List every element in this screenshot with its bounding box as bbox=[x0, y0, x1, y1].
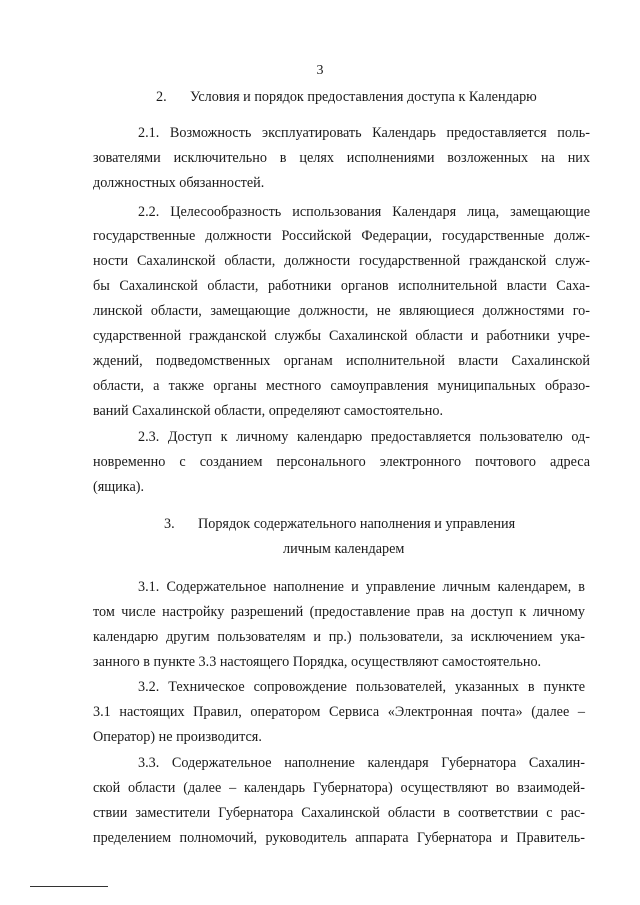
paragraph-3-1-line-3: календарю другим пользователям и пр.) пользователи, за исключением ука- bbox=[93, 629, 585, 645]
paragraph-2-3-line-3: (ящика). bbox=[93, 479, 145, 495]
paragraph-3-3-line-2: ской области (далее – календарь Губернатора) осуществляют во взаимодей- bbox=[93, 780, 585, 796]
section-3-heading-line-1: Порядок содержательного наполнения и управления bbox=[198, 516, 516, 532]
section-3-heading-line-2: личным календарем bbox=[283, 541, 405, 557]
paragraph-2-1-line-3: должностных обязанностей. bbox=[93, 175, 265, 191]
paragraph-3-3-line-4: пределением полномочий, руководитель аппарата Губернатора и Правитель- bbox=[93, 830, 585, 846]
paragraph-2-2-line-4: бы Сахалинской области, работники органов исполнительной власти Саха- bbox=[93, 278, 590, 294]
paragraph-2-3-line-1: 2.3. Доступ к личному календарю предоставляется пользователю од- bbox=[138, 429, 590, 445]
footnote-rule bbox=[30, 886, 108, 887]
paragraph-3-2-line-1: 3.2. Техническое сопровождение пользователей, указанных в пункте bbox=[138, 679, 585, 695]
paragraph-2-2-line-8: области, а также органы местного самоуправления муниципальных образо- bbox=[93, 378, 590, 394]
paragraph-3-1-line-4: занного в пункте 3.3 настоящего Порядка, осуществляют самостоятельно. bbox=[93, 654, 542, 670]
page-number: 3 bbox=[316, 63, 324, 78]
paragraph-3-1-line-2: том числе настройку разрешений (предоставление прав на доступ к личному bbox=[93, 604, 585, 620]
section-3-number: 3. bbox=[164, 516, 175, 532]
paragraph-2-3-line-2: новременно с созданием персонального электронного почтового адреса bbox=[93, 454, 590, 470]
paragraph-2-2-line-6: сударственной гражданской службы Сахалинской области и работники учре- bbox=[93, 328, 590, 344]
paragraph-2-2-line-3: ности Сахалинской области, должности государственной гражданской служ- bbox=[93, 253, 590, 269]
paragraph-2-1-line-1: 2.1. Возможность эксплуатировать Календарь предоставляется поль- bbox=[138, 125, 590, 141]
paragraph-2-2-line-5: линской области, замещающие должности, не являющиеся должностями го- bbox=[93, 303, 590, 319]
paragraph-2-2-line-2: государственные должности Российской Федерации, государственные долж- bbox=[93, 228, 590, 244]
paragraph-3-1-line-1: 3.1. Содержательное наполнение и управление личным календарем, в bbox=[138, 579, 585, 595]
paragraph-3-3-line-3: ствии заместители Губернатора Сахалинской области в соответствии с рас- bbox=[93, 805, 585, 821]
section-2-heading: Условия и порядок предоставления доступа к Календарю bbox=[190, 89, 537, 105]
paragraph-2-2-line-1: 2.2. Целесообразность использования Календаря лица, замещающие bbox=[138, 204, 590, 220]
paragraph-3-3-line-1: 3.3. Содержательное наполнение календаря Губернатора Сахалин- bbox=[138, 755, 585, 771]
paragraph-3-2-line-2: 3.1 настоящих Правил, оператором Сервиса «Электронная почта» (далее – bbox=[93, 704, 585, 720]
paragraph-2-2-line-7: ждений, подведомственных органам исполнительной власти Сахалинской bbox=[93, 353, 590, 369]
paragraph-2-1-line-2: зователями исключительно в целях исполнениями возложенных на них bbox=[93, 150, 590, 166]
section-2-number: 2. bbox=[156, 89, 167, 105]
paragraph-3-2-line-3: Оператор) не производится. bbox=[93, 729, 262, 745]
paragraph-2-2-line-9: ваний Сахалинской области, определяют самостоятельно. bbox=[93, 403, 444, 419]
